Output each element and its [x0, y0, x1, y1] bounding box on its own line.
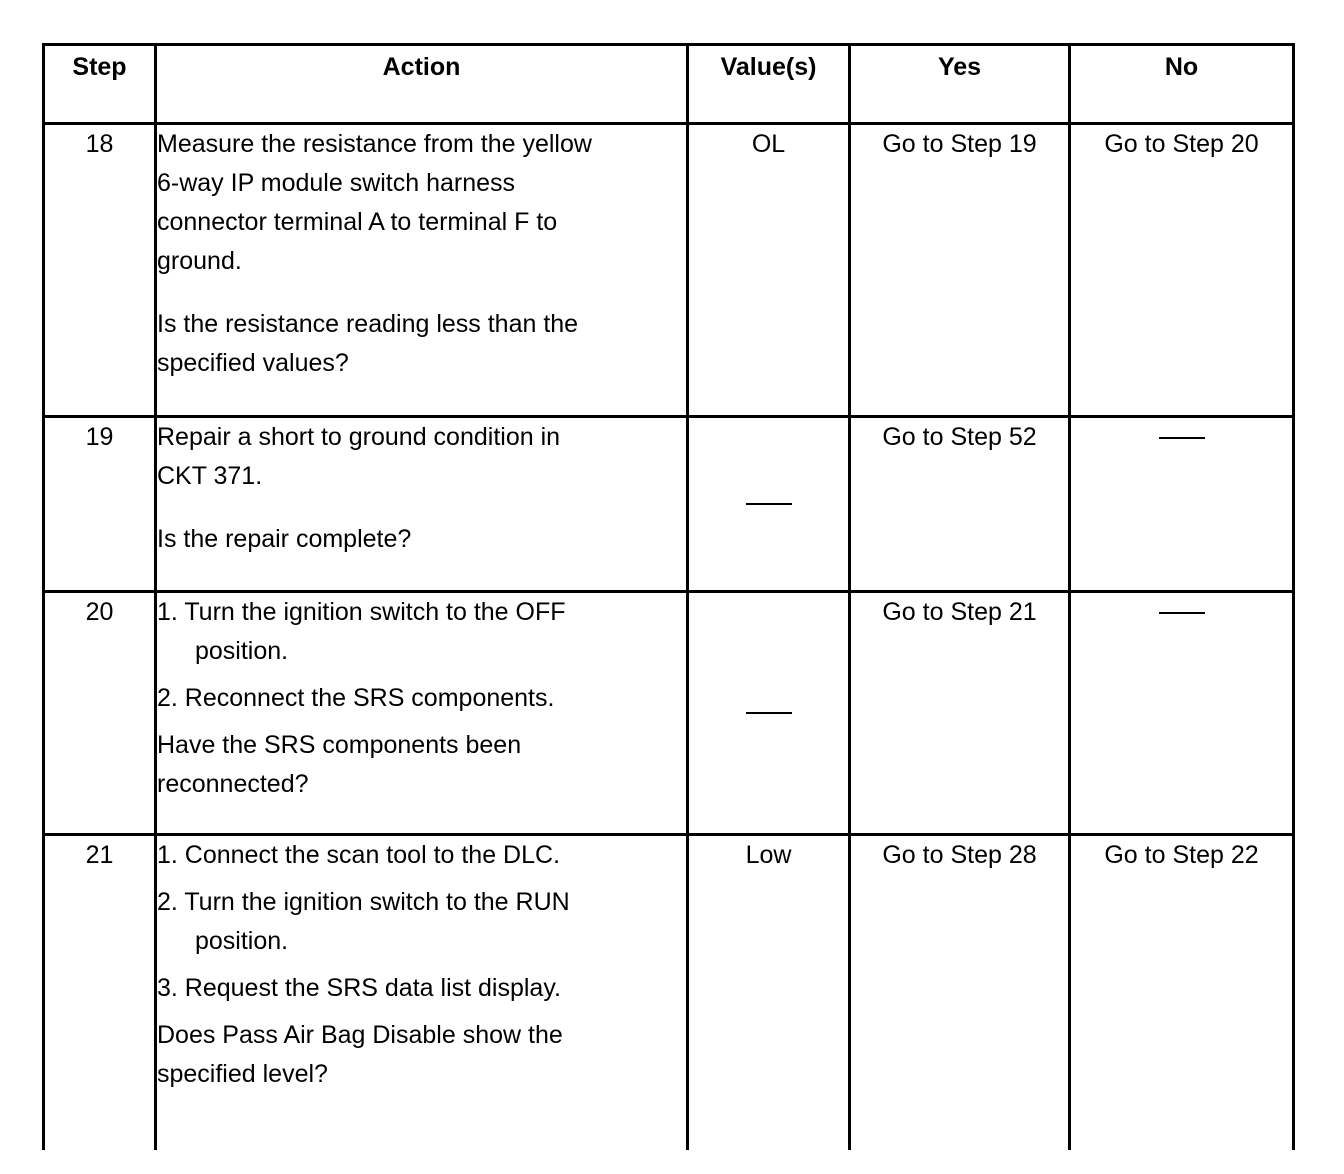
action-text: Repair a short to ground condition in	[157, 423, 561, 451]
blank-dash	[746, 503, 792, 505]
yes-cell: Go to Step 21	[850, 592, 1070, 835]
no-cell: Go to Step 22	[1070, 835, 1294, 1151]
header-row	[44, 45, 1294, 124]
action-text: connector terminal A to terminal F to	[157, 208, 558, 236]
blank-dash	[746, 712, 792, 714]
action-cell	[156, 124, 688, 417]
step-number: 20	[44, 592, 156, 835]
step-number: 19	[44, 417, 156, 592]
list-item: position.	[195, 927, 289, 955]
value-cell	[688, 417, 850, 592]
value-cell: OL	[688, 124, 850, 417]
table-row-step-18	[44, 124, 1294, 417]
yes-cell: Go to Step 28	[850, 835, 1070, 1151]
action-text: Measure the resistance from the yellow	[157, 130, 592, 158]
list-item: 1. Connect the scan tool to the DLC.	[157, 841, 561, 869]
no-cell	[1070, 592, 1294, 835]
question-text: reconnected?	[157, 770, 309, 798]
list-item: position.	[195, 637, 289, 665]
question-text: Is the resistance reading less than the	[157, 310, 579, 338]
step-number: 18	[44, 124, 156, 417]
no-cell	[1070, 417, 1294, 592]
diagnostic-table	[42, 43, 1295, 1150]
list-item: 3. Request the SRS data list display.	[157, 974, 561, 1002]
yes-cell: Go to Step 19	[850, 124, 1070, 417]
value-cell	[688, 592, 850, 835]
question-text: specified level?	[157, 1060, 328, 1088]
value-cell: Low	[688, 835, 850, 1151]
diagnostic-table-container	[42, 43, 1292, 1150]
header-action: Action	[156, 45, 688, 124]
action-text: 6-way IP module switch harness	[157, 169, 516, 197]
step-number: 21	[44, 835, 156, 1151]
header-step: Step	[44, 45, 156, 124]
list-item: 2. Reconnect the SRS components.	[157, 684, 555, 712]
yes-cell: Go to Step 52	[850, 417, 1070, 592]
header-value: Value(s)	[688, 45, 850, 124]
header-yes: Yes	[850, 45, 1070, 124]
table-row-step-20	[44, 592, 1294, 835]
question-text: Does Pass Air Bag Disable show the	[157, 1021, 563, 1049]
blank-dash	[1159, 612, 1205, 614]
action-text: CKT 371.	[157, 462, 263, 490]
list-item: 1. Turn the ignition switch to the OFF	[157, 598, 566, 626]
action-cell	[156, 592, 688, 835]
blank-dash	[1159, 437, 1205, 439]
table-row-step-19	[44, 417, 1294, 592]
list-item: 2. Turn the ignition switch to the RUN	[157, 888, 570, 916]
table-row-step-21	[44, 835, 1294, 1151]
question-text: specified values?	[157, 349, 349, 377]
action-cell	[156, 417, 688, 592]
question-text: Is the repair complete?	[157, 525, 412, 553]
action-cell	[156, 835, 688, 1151]
no-cell: Go to Step 20	[1070, 124, 1294, 417]
header-no: No	[1070, 45, 1294, 124]
action-text: ground.	[157, 247, 242, 275]
question-text: Have the SRS components been	[157, 731, 522, 759]
